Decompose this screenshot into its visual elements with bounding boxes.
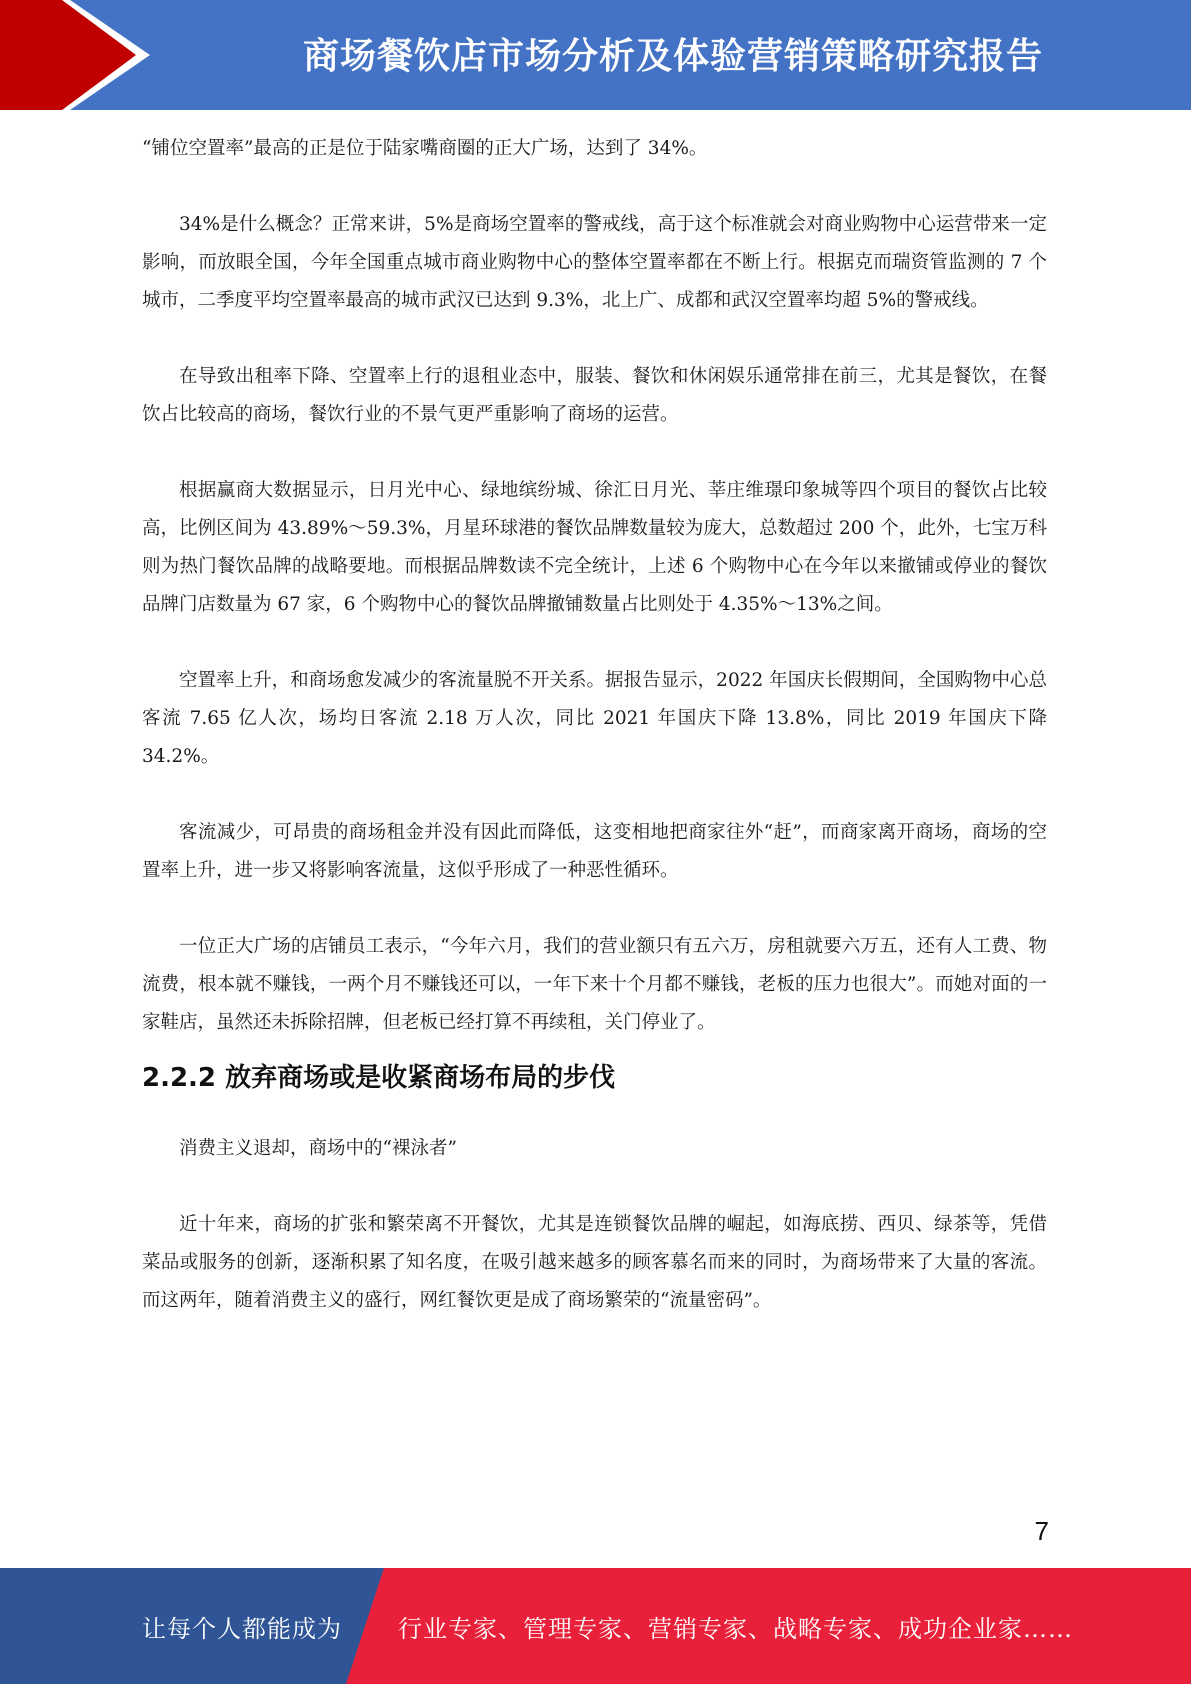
footer-slogan-left: 让每个人都能成为 — [142, 1614, 342, 1643]
paragraph-1: “铺位空置率”最高的正是位于陆家嘴商圈的正大广场，达到了 34%。 — [142, 138, 708, 159]
paragraph-2: 34%是什么概念？正常来讲，5%是商场空置率的警戒线，高于这个标准就会对商业购物中心运营带来一定影响，而放眼全国，今年全国重点城市商业购物中心的整体空置率都在不断上行。根据克而瑞资管监测的 7 个城市，二季度平均空置率最高的城市武汉已达到 9.3%，北上广、成都和武汉空置率均超 5%的警戒线。 — [142, 214, 1047, 311]
header-title: 商场餐饮店市场分析及体验营销策略研究报告 — [302, 35, 1043, 77]
paragraph-5: 空置率上升，和商场愈发减少的客流量脱不开关系。据报告显示，2022 年国庆长假期间，全国购物中心总客流 7.65 亿人次，场均日客流 2.18 万人次，同比 2021 年国庆下降 13.8%，同比 2019 年国庆下降 34.2%。 — [142, 670, 1047, 767]
paragraph-6: 客流减少，可昂贵的商场租金并没有因此而降低，这变相地把商家往外“赶”，而商家离开商场，商场的空置率上升，进一步又将影响客流量，这似乎形成了一种恶性循环。 — [142, 822, 1047, 881]
paragraph-7: 一位正大广场的店铺员工表示，“今年六月，我们的营业额只有五六万，房租就要六万五，还有人工费、物流费，根本就不赚钱，一两个月不赚钱还可以，一年下来十个月都不赚钱，老板的压力也很大”。而她对面的一家鞋店，虽然还未拆除招牌，但老板已经打算不再续租，关门停业了。 — [142, 936, 1047, 1033]
page-number: 7 — [1034, 1516, 1049, 1546]
footer-slogan-right: 行业专家、管理专家、营销专家、战略专家、成功企业家…… — [398, 1614, 1073, 1643]
paragraph-4: 根据赢商大数据显示，日月光中心、绿地缤纷城、徐汇日月光、莘庄维璟印象城等四个项目的餐饮占比较高，比例区间为 43.89%～59.3%，月星环球港的餐饮品牌数量较为庞大，总数超过 200 个，此外，七宝万科则为热门餐饮品牌的战略要地。而根据品牌数读不完全统计，上述 6 个购物中心在今年以来撤铺或停业的餐饮品牌门店数量为 67 家，6 个购物中心的餐饮品牌撤铺数量占比则处于 4.35%～13%之间。 — [142, 480, 1047, 615]
paragraph-9: 近十年来，商场的扩张和繁荣离不开餐饮，尤其是连锁餐饮品牌的崛起，如海底捞、西贝、绿茶等，凭借菜品或服务的创新，逐渐积累了知名度，在吸引越来越多的顾客慕名而来的同时，为商场带来了大量的客流。而这两年，随着消费主义的盛行，网红餐饮更是成了商场繁荣的“流量密码”。 — [142, 1214, 1047, 1311]
page-footer — [0, 1568, 1191, 1684]
page-header — [0, 0, 1191, 110]
section-heading: 2.2.2 放弃商场或是收紧商场布局的步伐 — [142, 1063, 616, 1093]
document-body — [142, 130, 1047, 1320]
paragraph-8: 消费主义退却，商场中的“裸泳者” — [179, 1138, 457, 1159]
paragraph-3: 在导致出租率下降、空置率上行的退租业态中，服装、餐饮和休闲娱乐通常排在前三，尤其是餐饮，在餐饮占比较高的商场，餐饮行业的不景气更严重影响了商场的运营。 — [142, 366, 1047, 425]
